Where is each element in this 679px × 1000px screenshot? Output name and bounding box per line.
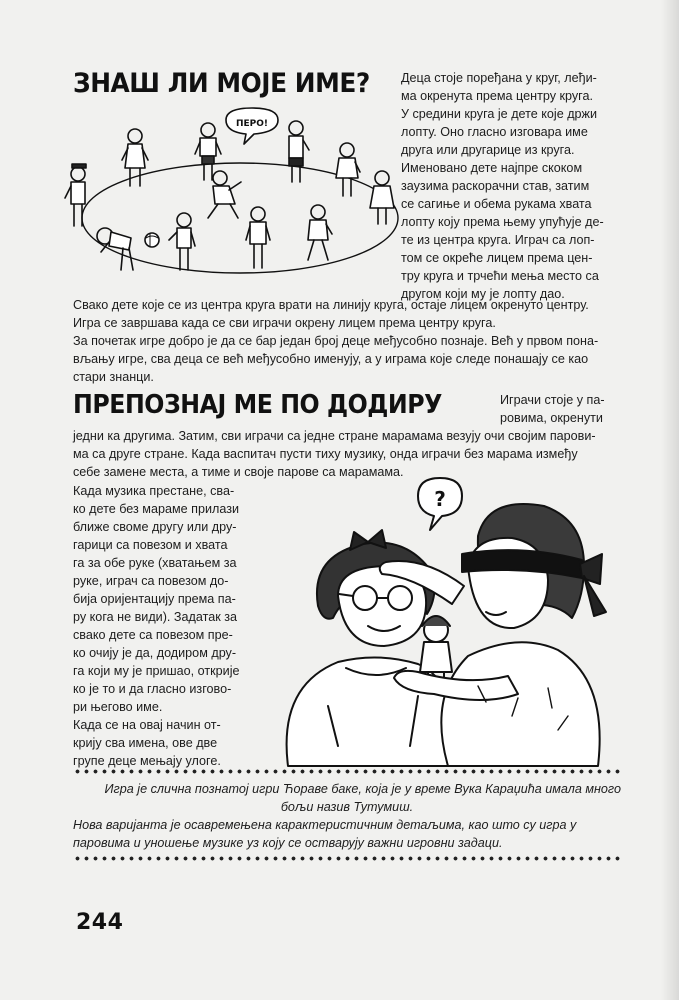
child-figure xyxy=(336,143,360,196)
note-line: Нова варијанта је осавремењена карактеристичним детаљима, као што су игра у xyxy=(73,818,577,832)
text-line: ри његово име. xyxy=(73,700,163,714)
text-line: стари знанци. xyxy=(73,370,154,384)
text-line: га за обе руке (хватањем за xyxy=(73,556,237,570)
boy-shirt xyxy=(287,657,458,766)
text-line: ко очију је да, додиром дру- xyxy=(73,646,237,660)
text-line: Када се на овај начин от- xyxy=(73,718,221,732)
note-line: паровима и уношење музике уз коју се остварују важни игровни задаци. xyxy=(73,836,503,850)
text-line: ру кога не види). Задатак за xyxy=(73,610,237,624)
text-line: ровима, окренути xyxy=(500,411,603,425)
note-line: бољи назив Тутумиш. xyxy=(280,800,414,814)
text-line: За почетак игре добро је да се бар један број деце међусобно познаје. Већ у првом пона- xyxy=(73,334,599,348)
section2-title: ПРЕПОЗНАЈ МЕ ПО ДОДИРУ xyxy=(73,390,442,420)
text-line: У средини круга је дете које држи xyxy=(401,107,598,121)
child-figure xyxy=(370,171,394,224)
text-line: Свако дете које се из центра круга врати на линију круга, остаје лицем окренуто центру. xyxy=(73,298,589,312)
text-line: Када музика престане, сва- xyxy=(73,484,235,498)
text-line: заузима раскорачни став, затим xyxy=(401,179,590,193)
section1-right-text xyxy=(401,69,617,303)
text-line: крију сва имена, ове две xyxy=(73,736,218,750)
page-edge-shadow xyxy=(661,0,679,1000)
text-line: тру круга и трчећи мења место са xyxy=(401,269,599,283)
text-line: те из центра круга. Играч са лоп- xyxy=(401,233,595,247)
text-line: Именовано дете најпре скоком xyxy=(401,161,583,175)
text-line: том се окреће лицем према цен- xyxy=(401,251,593,265)
section2-right-text xyxy=(500,391,617,427)
text-line: Игра се завршава када се сви играчи окрену лицем према центру круга. xyxy=(73,316,496,330)
speech-bubble-text: ПЕРО! xyxy=(235,119,269,129)
text-line: ближе своме другу или дру- xyxy=(73,520,237,534)
circle-game-illustration xyxy=(60,108,400,293)
text-line: ма са друге стране. Када васпитач пусти тиху музику, онда играчи без марама између xyxy=(73,447,578,461)
dotted-divider-bottom xyxy=(73,856,621,861)
text-line: Играчи стоје у па- xyxy=(500,393,605,407)
child-figure xyxy=(169,213,195,270)
section1-title: ЗНАШ ЛИ МОЈЕ ИМЕ? xyxy=(73,68,370,99)
text-line: ко дете без мараме прилази xyxy=(73,502,239,516)
text-line: руке, играч са повезом до- xyxy=(73,574,229,588)
note-line: Игра је слична познатој игри Ћораве баке, која је у време Вука Караџића имала много xyxy=(104,782,621,796)
child-figure-bending xyxy=(97,228,133,270)
section2-full-text xyxy=(73,427,621,481)
child-figure xyxy=(65,164,86,226)
text-line: ма окренута према центру круга. xyxy=(401,89,593,103)
text-line: Деца стоје поређана у круг, леђи- xyxy=(401,71,597,85)
section1-bottom-text xyxy=(73,296,621,386)
blindfold-knot xyxy=(580,554,606,616)
text-line: себе замене места, а тиме и своје парове са марамама. xyxy=(73,465,404,479)
child-figure xyxy=(308,205,332,260)
ball xyxy=(145,233,159,247)
text-line: групе деце мењају улоге. xyxy=(73,754,221,768)
girl-body xyxy=(441,642,599,766)
child-figure-center xyxy=(208,171,241,218)
text-line: једни ка другима. Затим, сви играчи са једне стране марамама везују очи својим парови- xyxy=(73,429,596,443)
text-line: лопту коју према њему упућује де- xyxy=(401,215,604,229)
text-line: га који му је пришао, открије xyxy=(73,664,240,678)
child-figure xyxy=(289,121,309,182)
text-line: свако дете са повезом пре- xyxy=(73,628,233,642)
dotted-divider-top xyxy=(73,769,621,774)
text-line: другом који му је лопту дао. xyxy=(401,287,565,301)
blindfold-game-illustration xyxy=(268,476,620,766)
text-line: ко је то и да гласно изгово- xyxy=(73,682,232,696)
child-figure xyxy=(246,207,270,268)
text-line: лопту. Оно гласно изговара име xyxy=(401,125,588,139)
text-line: вљању игре, сва деца се већ међусобно именују, а у играма које следе понашају се као xyxy=(73,352,589,366)
note-text xyxy=(73,780,621,852)
text-line: бија оријентацију према па- xyxy=(73,592,236,606)
text-line: друга или другарице из круга. xyxy=(401,143,575,157)
section2-left-text xyxy=(73,482,255,770)
speech-bubble-text: ? xyxy=(434,487,446,511)
text-line: се сагиње и обема рукама хвата xyxy=(401,197,592,211)
page-number: 244 xyxy=(76,910,124,935)
text-line: гарици са повезом и хвата xyxy=(73,538,228,552)
